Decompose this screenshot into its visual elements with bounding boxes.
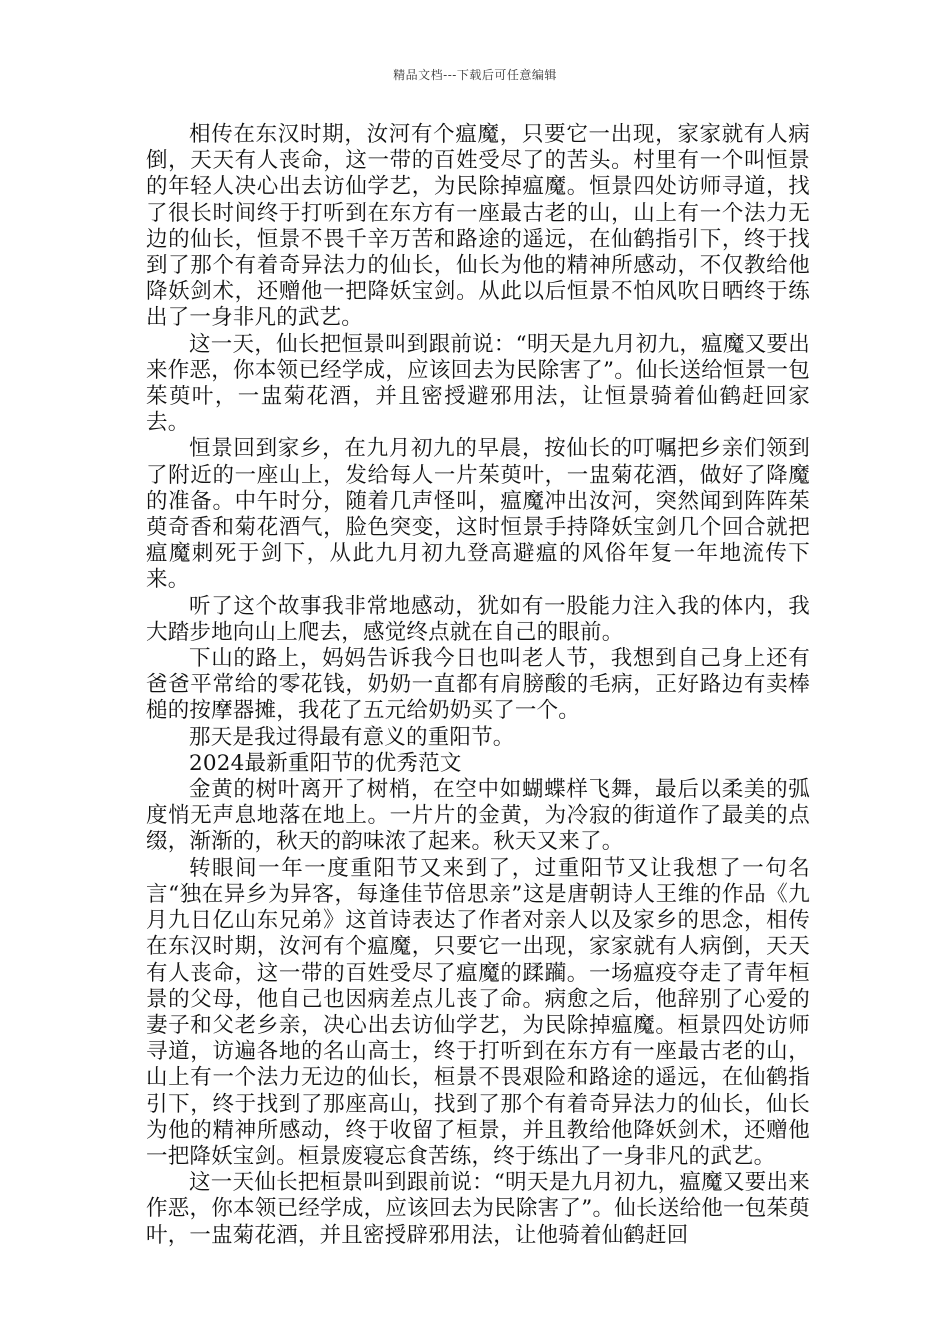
paragraph: 金黄的树叶离开了树梢，在空中如蝴蝶样飞舞，最后以柔美的弧度悄无声息地落在地上。一片片的金黄，为冷寂的街道作了最美的点缀，渐渐的，秋天的韵味浓了起来。秋天又来了。 <box>146 777 810 855</box>
paragraph: 下山的路上，妈妈告诉我今日也叫老人节，我想到自己身上还有爸爸平常给的零花钱，奶奶一直都有肩膀酸的毛病，正好路边有卖棒槌的按摩器摊，我花了五元给奶奶买了一个。 <box>146 646 810 724</box>
paragraph: 听了这个故事我非常地感动，犹如有一股能力注入我的体内，我大踏步地向山上爬去，感觉终点就在自己的眼前。 <box>146 593 810 645</box>
paragraph: 这一天，仙长把恒景叫到跟前说：“明天是九月初九，瘟魔又要出来作恶，你本领已经学成，应该回去为民除害了”。仙长送给恒景一包茱萸叶，一盅菊花酒，并且密授避邪用法，让恒景骑着仙鹤赶回家去。 <box>146 331 810 436</box>
section-title: 2024最新重阳节的优秀范文 <box>189 750 462 776</box>
paragraph: 恒景回到家乡，在九月初九的早晨，按仙长的叮嘱把乡亲们领到了附近的一座山上，发给每人一片茱萸叶，一盅菊花酒，做好了降魔的准备。中午时分，随着几声怪叫，瘟魔冲出汝河，突然闻到阵阵茱萸奇香和菊花酒气，脸色突变，这时恒景手持降妖宝剑几个回合就把瘟魔刺死于剑下，从此九月初九登高避瘟的风俗年复一年地流传下来。 <box>146 436 810 593</box>
paragraph: 相传在东汉时期，汝河有个瘟魔，只要它一出现，家家就有人病倒，天天有人丧命，这一带的百姓受尽了的苦头。村里有一个叫恒景的年轻人决心出去访仙学艺，为民除掉瘟魔。恒景四处访师寻道，找了很长时间终于打听到在东方有一座最古老的山，山上有一个法力无边的仙长，恒景不畏千辛万苦和路途的遥远，在仙鹤指引下，终于找到了那个有着奇异法力的仙长，仙长为他的精神所感动，不仅教给他降妖剑术，还赠他一把降妖宝剑。从此以后恒景不怕风吹日晒终于练出了一身非凡的武艺。 <box>146 122 810 331</box>
paragraph: 这一天仙长把桓景叫到跟前说：“明天是九月初九，瘟魔又要出来作恶，你本领已经学成，应该回去为民除害了”。仙长送给他一包茱萸叶，一盅菊花酒，并且密授辟邪用法，让他骑着仙鹤赶回 <box>146 1170 810 1248</box>
page-header: 精品文档---下载后可任意编辑 <box>393 68 557 82</box>
paragraph: 那天是我过得最有意义的重阳节。 <box>189 724 515 750</box>
document-body <box>146 122 810 1249</box>
paragraph: 转眼间一年一度重阳节又来到了，过重阳节又让我想了一句名言“独在异乡为异客，每逢佳节倍思亲”这是唐朝诗人王维的作品《九月九日亿山东兄弟》这首诗表达了作者对亲人以及家乡的思念，相传在东汉时期，汝河有个瘟魔，只要它一出现，家家就有人病倒，天天有人丧命，这一带的百姓受尽了瘟魔的蹂躏。一场瘟疫夺走了青年桓景的父母，他自己也因病差点儿丧了命。病愈之后，他辞别了心爱的妻子和父老乡亲，决心出去访仙学艺，为民除掉瘟魔。桓景四处访师寻道，访遍各地的名山高士，终于打听到在东方有一座最古老的山，山上有一个法力无边的仙长，桓景不畏艰险和路途的遥远，在仙鹤指引下，终于找到了那座高山，找到了那个有着奇异法力的仙长，仙长为他的精神所感动，终于收留了桓景，并且教给他降妖剑术，还赠他一把降妖宝剑。桓景废寝忘食苦练，终于练出了一身非凡的武艺。 <box>146 855 810 1169</box>
